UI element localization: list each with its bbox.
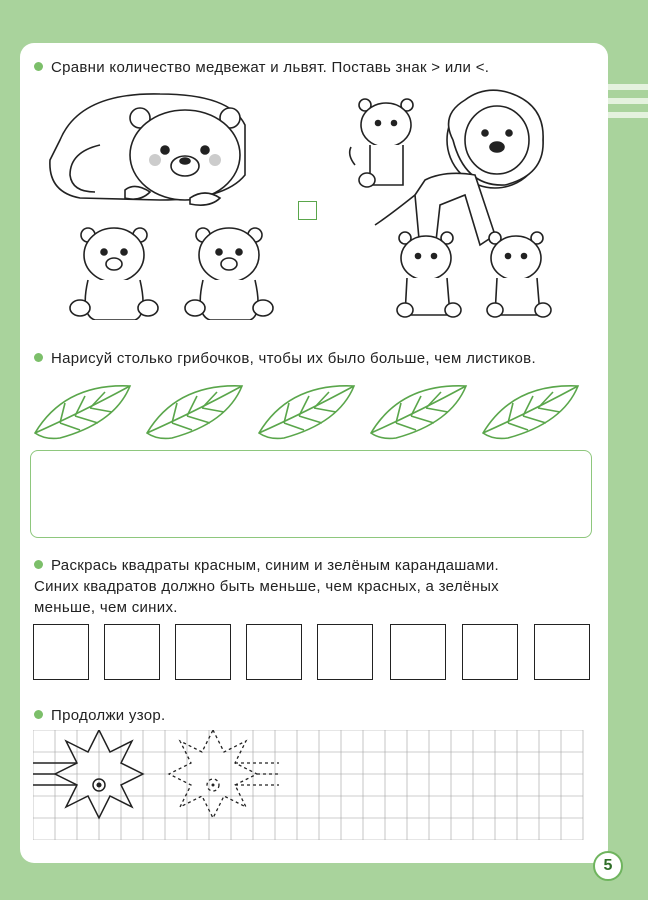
color-square[interactable] [462,624,518,680]
page-number: 5 [593,851,623,881]
compare-sign-box[interactable] [298,201,317,220]
task-compare [34,57,489,78]
task-squares-line-1: Раскрась квадраты красным, синим и зелёным карандашами. [51,557,499,574]
color-square[interactable] [175,624,231,680]
decor-stripe [608,84,648,90]
color-square[interactable] [33,624,89,680]
color-square[interactable] [317,624,373,680]
task-pattern [34,705,166,726]
bullet-icon [34,560,43,569]
color-square[interactable] [390,624,446,680]
decor-stripe [608,112,648,118]
bears-illustration [40,80,290,320]
pattern-grid[interactable] [33,730,593,840]
task-squares-line-3: меньше, чем синих. [34,599,178,616]
leaf-icon [35,386,130,439]
color-square[interactable] [246,624,302,680]
lions-illustration [345,85,575,325]
task-pattern-text: Продолжи узор. [51,707,166,724]
leaves-row [30,378,600,448]
color-square[interactable] [104,624,160,680]
task-compare-text: Сравни количество медвежат и львят. Поставь знак > или <. [51,59,490,76]
task-squares [34,555,594,618]
leaf-icon [483,386,578,439]
leaf-icon [259,386,354,439]
color-square[interactable] [534,624,590,680]
leaf-icon [371,386,466,439]
bullet-icon [34,62,43,71]
bullet-icon [34,353,43,362]
task-squares-line-2: Синих квадратов должно быть меньше, чем красных, а зелёных [34,578,499,595]
bullet-icon [34,710,43,719]
mushroom-drawing-area[interactable] [30,450,592,538]
task-mushrooms [34,348,536,369]
leaf-icon [147,386,242,439]
task-mushrooms-text: Нарисуй столько грибочков, чтобы их было больше, чем листиков. [51,350,536,367]
decor-stripe [608,98,648,104]
